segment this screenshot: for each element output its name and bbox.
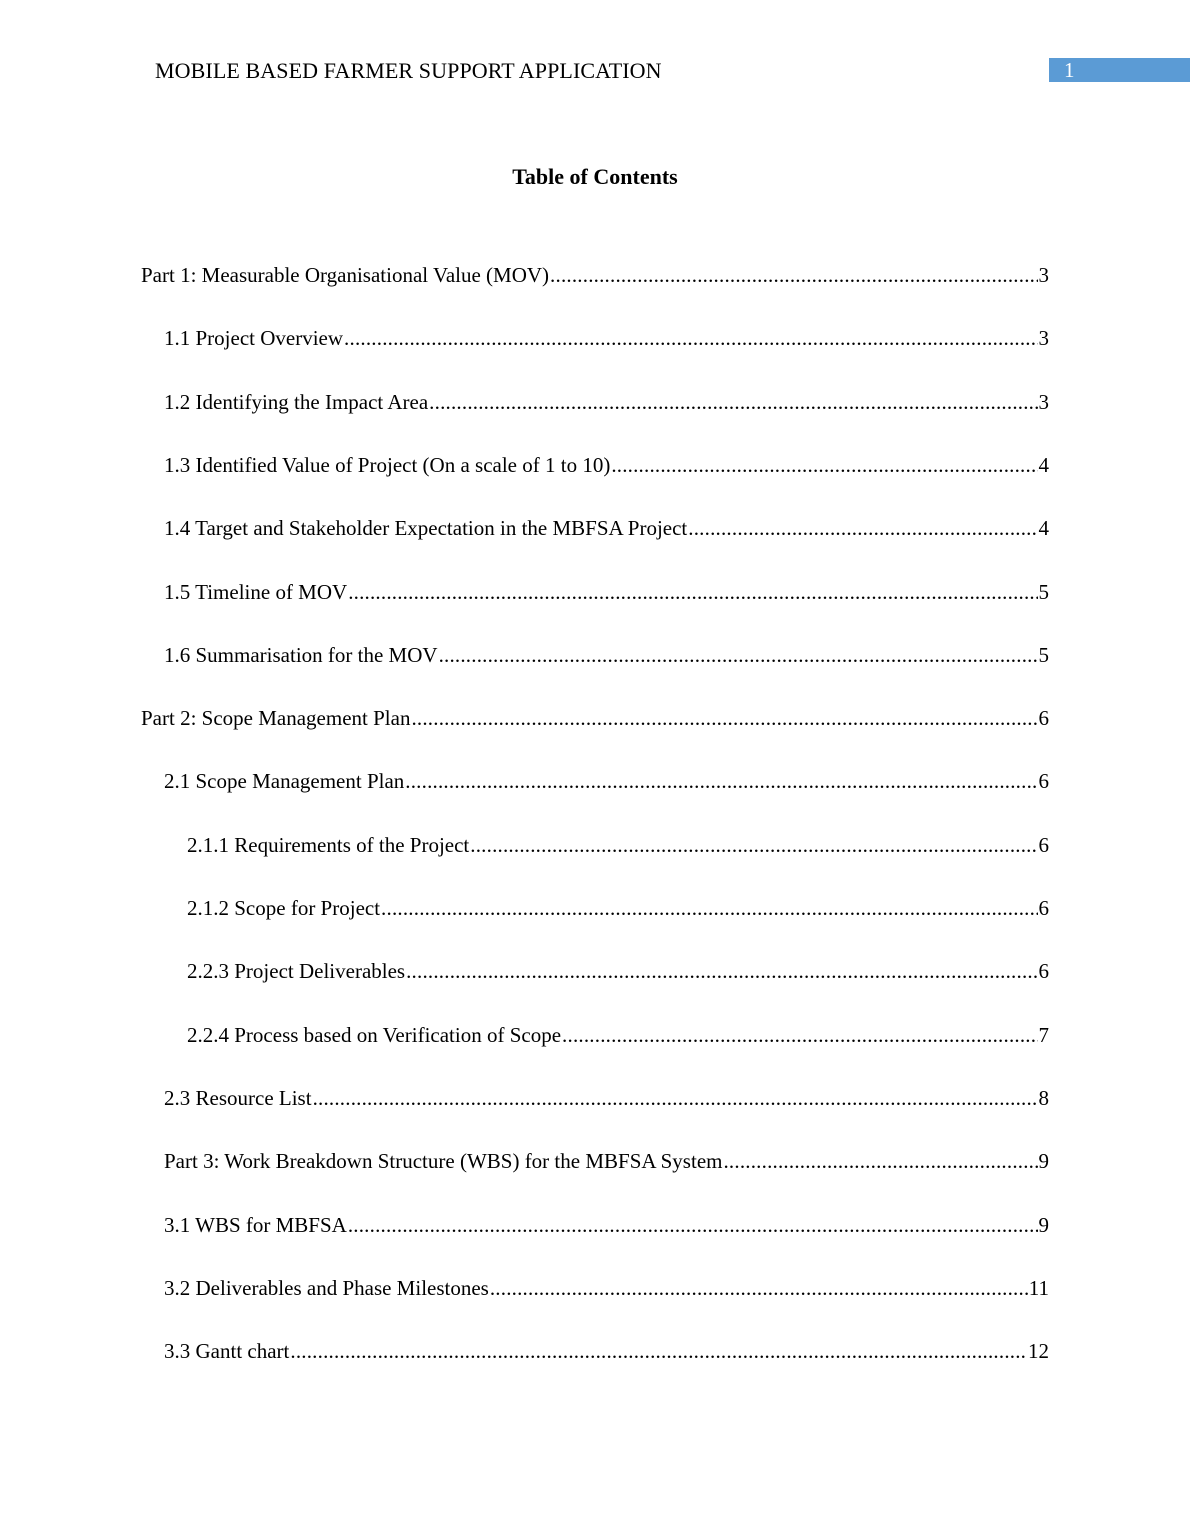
toc-entry-label: Part 2: Scope Management Plan bbox=[141, 706, 411, 730]
toc-entry-page-number: 5 bbox=[1038, 643, 1049, 667]
toc-entry-page-number: 3 bbox=[1038, 326, 1049, 350]
toc-entry[interactable] bbox=[164, 1337, 1049, 1365]
toc-dot-leader bbox=[348, 1211, 1038, 1239]
toc-entry-page-number: 6 bbox=[1038, 896, 1049, 920]
toc-dot-leader bbox=[313, 1084, 1038, 1112]
toc-entry-label: 2.2.4 Process based on Verification of Scope bbox=[187, 1023, 562, 1047]
toc-entry-label: 3.3 Gantt chart bbox=[164, 1339, 290, 1363]
toc-dot-leader bbox=[290, 1337, 1027, 1365]
toc-entry[interactable] bbox=[187, 957, 1049, 985]
toc-dot-leader bbox=[406, 957, 1037, 985]
toc-entry-label: 3.2 Deliverables and Phase Milestones bbox=[164, 1276, 489, 1300]
toc-entry[interactable] bbox=[164, 451, 1049, 479]
toc-entry[interactable] bbox=[141, 704, 1049, 732]
toc-entry-label: 1.1 Project Overview bbox=[164, 326, 344, 350]
toc-entry-label: 1.3 Identified Value of Project (On a scale of 1 to 10) bbox=[164, 453, 611, 477]
toc-dot-leader bbox=[470, 831, 1037, 859]
toc-heading: Table of Contents bbox=[512, 164, 678, 189]
toc-entry-label: 1.2 Identifying the Impact Area bbox=[164, 390, 429, 414]
toc-entry[interactable] bbox=[164, 1274, 1049, 1302]
toc-entry-page-number: 8 bbox=[1038, 1086, 1049, 1110]
toc-entry-label: 3.1 WBS for MBFSA bbox=[164, 1213, 347, 1237]
toc-entry-label: 2.3 Resource List bbox=[164, 1086, 312, 1110]
toc-dot-leader bbox=[405, 767, 1037, 795]
toc-entry-page-number: 3 bbox=[1038, 390, 1049, 414]
toc-dot-leader bbox=[381, 894, 1037, 922]
toc-entry-page-number: 7 bbox=[1038, 1023, 1049, 1047]
toc-entry[interactable] bbox=[187, 894, 1049, 922]
toc-dot-leader bbox=[344, 324, 1037, 352]
toc-dot-leader bbox=[550, 261, 1037, 289]
toc-entry-page-number: 3 bbox=[1038, 263, 1049, 287]
toc-entry[interactable] bbox=[164, 1211, 1049, 1239]
running-header-title: MOBILE BASED FARMER SUPPORT APPLICATION bbox=[155, 58, 662, 83]
toc-entry[interactable] bbox=[164, 1084, 1049, 1112]
toc-entry[interactable] bbox=[141, 261, 1049, 289]
toc-entry[interactable] bbox=[164, 388, 1049, 416]
toc-entry-page-number: 6 bbox=[1038, 833, 1049, 857]
toc-dot-leader bbox=[490, 1274, 1028, 1302]
toc-entry-page-number: 4 bbox=[1038, 516, 1049, 540]
toc-entry-label: 2.1.2 Scope for Project bbox=[187, 896, 381, 920]
toc-dot-leader bbox=[562, 1021, 1037, 1049]
toc-entry-page-number: 6 bbox=[1038, 769, 1049, 793]
toc-dot-leader bbox=[439, 641, 1038, 669]
toc-dot-leader bbox=[723, 1147, 1037, 1175]
toc-entry-label: 2.1 Scope Management Plan bbox=[164, 769, 405, 793]
toc-entry-page-number: 11 bbox=[1028, 1276, 1049, 1300]
toc-entry-label: 1.5 Timeline of MOV bbox=[164, 580, 348, 604]
toc-entry-label: 1.6 Summarisation for the MOV bbox=[164, 643, 438, 667]
toc-entry-label: 2.1.1 Requirements of the Project bbox=[187, 833, 470, 857]
toc-entry-page-number: 4 bbox=[1038, 453, 1049, 477]
toc-entry[interactable] bbox=[164, 578, 1049, 606]
toc-entry[interactable] bbox=[164, 324, 1049, 352]
toc-entry[interactable] bbox=[187, 831, 1049, 859]
toc-dot-leader bbox=[429, 388, 1037, 416]
toc-entry-page-number: 9 bbox=[1038, 1213, 1049, 1237]
toc-entry-page-number: 12 bbox=[1028, 1339, 1049, 1363]
page-number: 1 bbox=[1064, 58, 1075, 82]
toc-entry-label: 1.4 Target and Stakeholder Expectation in the MBFSA Project bbox=[164, 516, 688, 540]
toc-entry[interactable] bbox=[164, 514, 1049, 542]
toc-entry-label: 2.2.3 Project Deliverables bbox=[187, 959, 406, 983]
toc-dot-leader bbox=[611, 451, 1037, 479]
toc-dot-leader bbox=[688, 514, 1037, 542]
toc-dot-leader bbox=[411, 704, 1037, 732]
toc-dot-leader bbox=[348, 578, 1037, 606]
toc-entry-page-number: 6 bbox=[1038, 706, 1049, 730]
toc-entry[interactable] bbox=[164, 767, 1049, 795]
toc-entry-label: Part 3: Work Breakdown Structure (WBS) for the MBFSA System bbox=[164, 1149, 723, 1173]
toc-entry-page-number: 6 bbox=[1038, 959, 1049, 983]
toc-entry[interactable] bbox=[187, 1021, 1049, 1049]
toc-entry-page-number: 5 bbox=[1038, 580, 1049, 604]
toc-entry-page-number: 9 bbox=[1038, 1149, 1049, 1173]
toc-entry[interactable] bbox=[164, 1147, 1049, 1175]
toc-entry[interactable] bbox=[164, 641, 1049, 669]
toc-entry-label: Part 1: Measurable Organisational Value (MOV) bbox=[141, 263, 550, 287]
